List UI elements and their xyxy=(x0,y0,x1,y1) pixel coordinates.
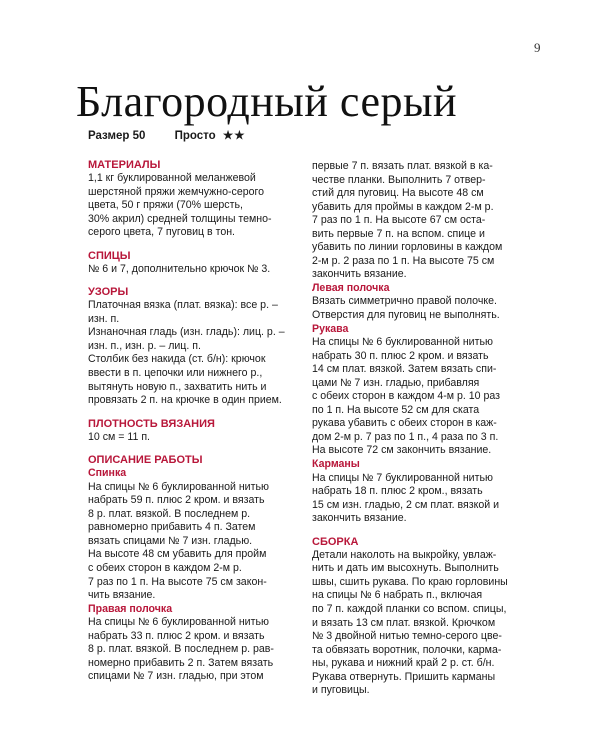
text-line: ввести в п. цепочки или нижнего р., xyxy=(88,367,263,380)
text-line: 7 раз по 1 п. На высоте 75 см закон- xyxy=(88,575,267,588)
gauge-heading: ПЛОТНОСТЬ ВЯЗАНИЯ xyxy=(88,417,215,430)
text-line: спицами № 7 изн. гладью, при этом xyxy=(88,670,264,683)
text-line: изн. п. xyxy=(88,312,120,325)
back-text xyxy=(88,481,298,603)
text-line: закончить вязание. xyxy=(312,268,407,281)
materials-text xyxy=(88,172,298,240)
text-line: нить и дать им высохнуть. Выполнить xyxy=(312,562,499,575)
text-line: набрать 30 п. плюс 2 кром. и вязать xyxy=(312,349,489,362)
gauge-text xyxy=(88,431,298,445)
text-line: № 6 и 7, дополнительно крючок № 3. xyxy=(88,262,271,275)
text-line: набрать 18 п. плюс 2 кром., вязать xyxy=(312,485,483,498)
difficulty-label: Просто xyxy=(174,130,216,142)
text-line: На спицы № 6 буклированной нитью xyxy=(88,480,269,493)
text-line: 8 р. плат. вязкой. В последнем р. xyxy=(88,507,251,520)
text-line: Отверстия для пуговиц не выполнять. xyxy=(312,309,500,322)
pockets-text xyxy=(312,472,526,526)
difficulty-stars: ★★ xyxy=(222,130,246,142)
left-column xyxy=(88,158,298,684)
right-front-text xyxy=(88,616,298,684)
text-line: с обеих сторон в каждом 4-м р. 10 раз xyxy=(312,390,501,403)
left-front-text xyxy=(312,295,526,322)
left-front-heading: Левая полочка xyxy=(312,281,390,294)
text-line: по 1 п. На высоте 52 см для ската xyxy=(312,403,480,416)
text-line: 15 см изн. гладью, 2 см плат. вязкой и xyxy=(312,498,500,511)
size-label: Размер 50 xyxy=(88,130,146,142)
text-line: номерно прибавить 2 п. Затем вязать xyxy=(88,656,274,669)
text-line: чить вязание. xyxy=(88,589,156,602)
text-line: убавить для проймы в каждом 2-м р. xyxy=(312,200,494,213)
text-line: На высоте 48 см убавить для пройм xyxy=(88,548,267,561)
materials-heading: МАТЕРИАЛЫ xyxy=(88,159,161,171)
right-front-heading: Правая полочка xyxy=(88,602,173,615)
text-line: дом 2-м р. 7 раз по 1 п., 4 раза по 3 п. xyxy=(312,430,499,443)
text-line: набрать 59 п. плюс 2 кром. и вязать xyxy=(88,494,265,507)
needles-heading: СПИЦЫ xyxy=(88,249,131,262)
text-line: шерстяной пряжи жемчужно-серого xyxy=(88,185,265,198)
right-column xyxy=(312,160,526,698)
text-line: Платочная вязка (плат. вязка): все р. – xyxy=(88,299,278,312)
text-line: и пуговицы. xyxy=(312,684,370,697)
text-line: закончить вязание. xyxy=(312,512,407,525)
text-line: с обеих сторон в каждом 2-м р. xyxy=(88,562,242,575)
text-line: 1,1 кг буклированной меланжевой xyxy=(88,172,256,184)
text-line: Рукава отвернуть. Пришить карманы xyxy=(312,670,496,683)
needles-text xyxy=(88,263,298,277)
text-line: ны, рукава и нижний край 2 р. ст. б/н. xyxy=(312,657,495,670)
right-front-continued-text xyxy=(312,160,526,282)
description-heading: ОПИСАНИЕ РАБОТЫ xyxy=(88,454,203,467)
text-line: На спицы № 6 буклированной нитью xyxy=(312,336,493,349)
patterns-heading: УЗОРЫ xyxy=(88,286,129,299)
text-line: Изнаночная гладь (изн. гладь): лиц. р. – xyxy=(88,326,285,339)
text-line: равномерно прибавить 4 п. Затем xyxy=(88,521,256,534)
text-line: Вязать симметрично правой полочке. xyxy=(312,295,497,308)
assembly-heading: СБОРКА xyxy=(312,535,359,548)
text-line: провязать 2 п. на крючке в один прием. xyxy=(88,394,282,407)
text-line: по 7 п. каждой планки со вспом. спицы, xyxy=(312,602,507,615)
text-line: изн. п., изн. р. – лиц. п. xyxy=(88,339,201,352)
text-line: 7 раз по 1 п. На высоте 67 см оста- xyxy=(312,214,486,227)
text-line: 30% акрил) средней толщины темно- xyxy=(88,212,272,225)
text-line: вытянуть новую п., захватить нить и xyxy=(88,380,267,393)
text-line: № 3 двойной нитью темно-серого цве- xyxy=(312,630,502,643)
text-line: На высоте 72 см закончить вязание. xyxy=(312,444,492,457)
text-line: цами № 7 изн. гладью, прибавляя xyxy=(312,376,480,389)
text-line: Детали наколоть на выкройку, увлаж- xyxy=(312,548,497,561)
text-line: цвета, 50 г пряжи (70% шерсть, xyxy=(88,199,243,212)
text-line: швы, сшить рукава. По краю горловины xyxy=(312,575,508,588)
text-line: На спицы № 6 буклированной нитью xyxy=(88,616,269,629)
text-line: 2-м р. 2 раза по 1 п. На высоте 75 см xyxy=(312,254,495,267)
back-heading: Спинка xyxy=(88,467,127,480)
text-line: серого цвета, 7 пуговиц в тон. xyxy=(88,226,236,239)
assembly-text xyxy=(312,549,526,698)
text-line: 8 р. плат. вязкой. В последнем р. рав- xyxy=(88,643,274,656)
text-line: на спицы № 6 набрать п., включая xyxy=(312,589,483,602)
text-line: стий для пуговиц. На высоте 48 см xyxy=(312,187,484,200)
pockets-heading: Карманы xyxy=(312,458,360,471)
text-line: набрать 33 п. плюс 2 кром. и вязать xyxy=(88,629,265,642)
text-line: 10 см = 11 п. xyxy=(88,430,150,443)
text-line: 14 см плат. вязкой. Затем вязать спи- xyxy=(312,363,497,376)
text-line: рукава убавить с обеих сторон в каж- xyxy=(312,417,497,430)
page-title: Благородный серый xyxy=(76,77,458,126)
text-line: убавить по линии горловины в каждом xyxy=(312,241,503,254)
pattern-meta xyxy=(88,128,246,142)
text-line: На спицы № 7 буклированной нитью xyxy=(312,471,493,484)
patterns-text xyxy=(88,299,298,407)
text-line: и вязать 13 см плат. вязкой. Крючком xyxy=(312,616,496,629)
text-line: честве планки. Выполнить 7 отвер- xyxy=(312,173,486,186)
text-line: первые 7 п. вязать плат. вязкой в ка- xyxy=(312,160,493,172)
sleeve-text xyxy=(312,336,526,458)
text-line: та обвязать воротник, полочки, карма- xyxy=(312,643,502,656)
text-line: вязать спицами № 7 изн. гладью. xyxy=(88,534,253,547)
sleeve-heading: Рукава xyxy=(312,322,349,335)
text-line: вить первые 7 п. на вспом. спице и xyxy=(312,227,485,240)
page-number: 9 xyxy=(534,40,541,55)
text-line: Столбик без накида (ст. б/н): крючок xyxy=(88,353,266,366)
